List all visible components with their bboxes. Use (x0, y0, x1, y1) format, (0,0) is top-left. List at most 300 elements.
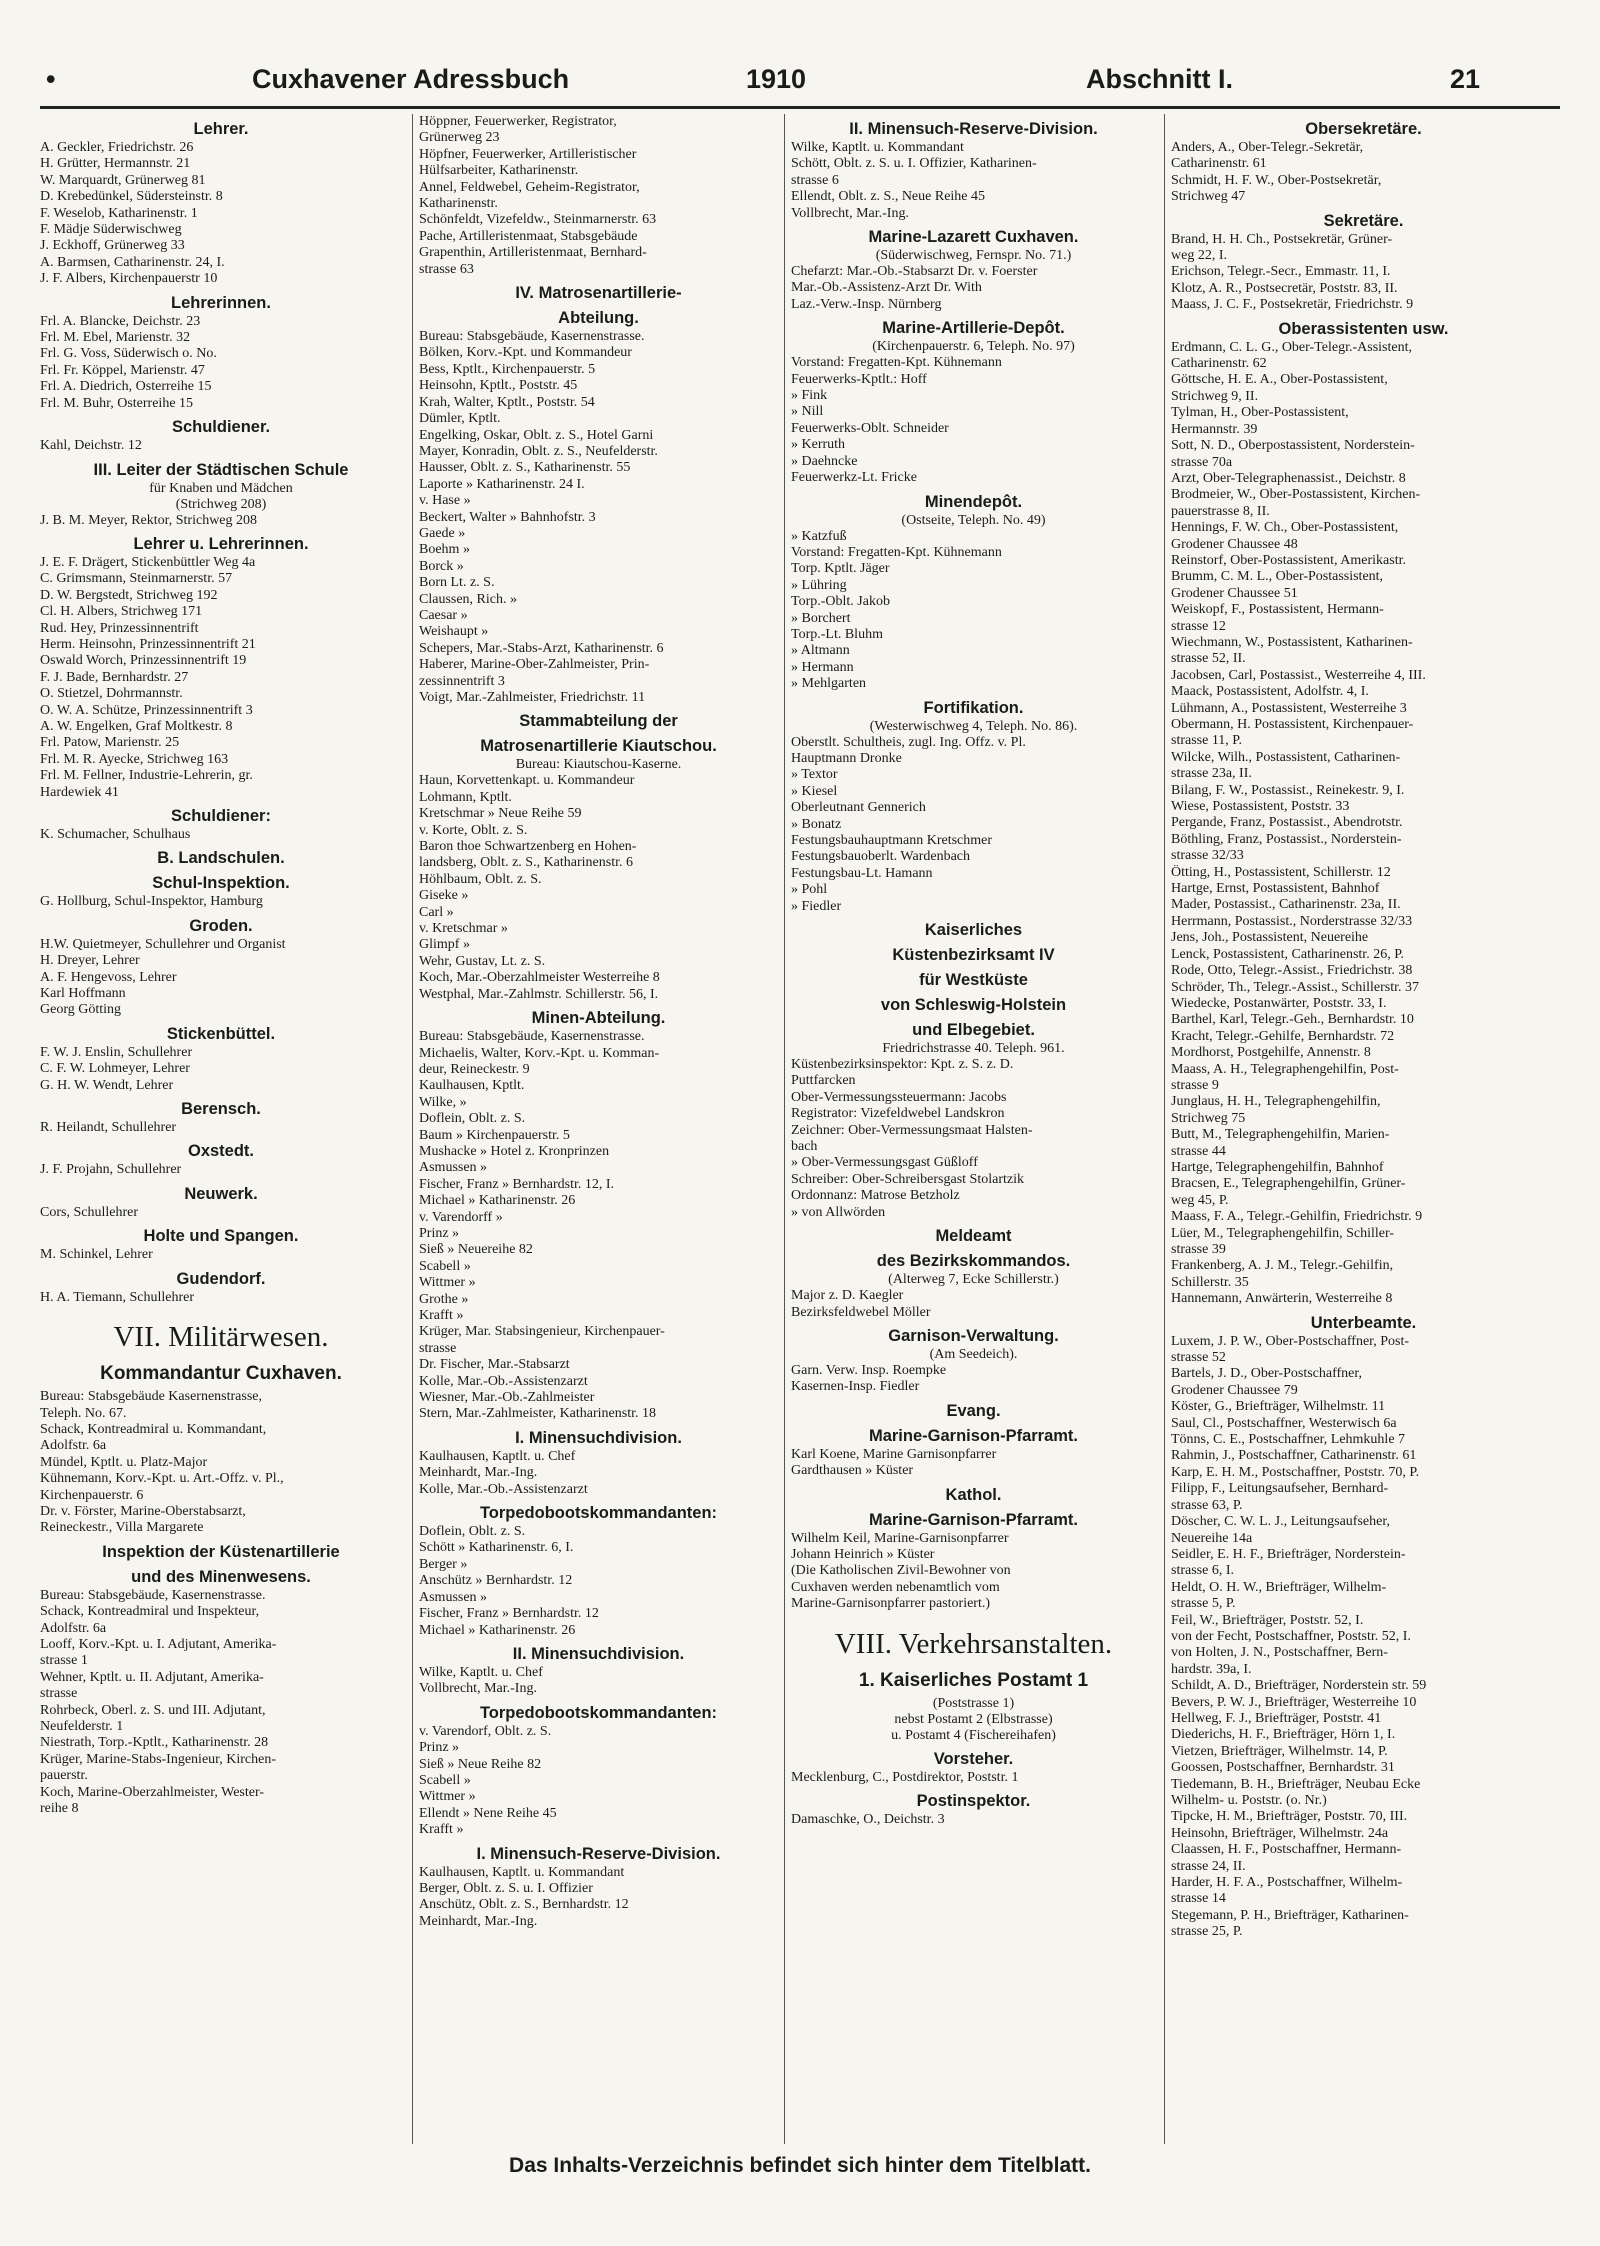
section-heading: III. Leiter der Städtischen Schule (93, 460, 349, 479)
directory-entry: O. W. A. Schütze, Prinzessinnentrift 3 (40, 702, 253, 718)
section-heading: I. Minensuchdivision. (515, 1428, 682, 1447)
section-heading: I. Minensuch-Reserve-Division. (476, 1844, 721, 1863)
directory-entry: Haun, Korvettenkapt. u. Kommandeur (419, 773, 635, 789)
directory-entry: Krüger, Mar. Stabsingenieur, Kirchenpauer- (419, 1324, 665, 1340)
directory-entry: Ellendt » Nene Reihe 45 (419, 1805, 557, 1821)
directory-entry: Bureau: Stabsgebäude, Kasernenstrasse. (40, 1587, 266, 1603)
directory-entry: Hausser, Oblt. z. S., Katharinenstr. 55 (419, 460, 631, 476)
directory-entry: » Hermann (791, 659, 854, 675)
directory-entry: Beckert, Walter » Bahnhofstr. 3 (419, 509, 596, 525)
directory-entry: Döscher, C. W. L. J., Leitungsaufseher, (1171, 1514, 1390, 1530)
section-note: für Knaben und Mädchen (149, 480, 293, 496)
section-heading: Schul-Inspektion. (152, 874, 290, 893)
directory-entry: » Kerruth (791, 437, 846, 453)
section-heading: Postinspektor. (916, 1791, 1031, 1810)
directory-entry: Berger » (419, 1556, 468, 1572)
directory-entry: Ober-Vermessungssteuermann: Jacobs (791, 1089, 1007, 1105)
directory-entry: Schröder, Th., Telegr.-Assist., Schillerstr. 37 (1171, 979, 1419, 995)
chapter-heading: VII. Militärwesen. (113, 1321, 329, 1354)
section-note: (Poststrasse 1) (932, 1695, 1015, 1711)
directory-entry: Cl. H. Albers, Strichweg 171 (40, 604, 203, 620)
directory-entry: Rud. Hey, Prinzessinnentrift (40, 620, 199, 636)
directory-entry: Vorstand: Fregatten-Kpt. Kühnemann (791, 544, 1002, 560)
directory-entry: Feil, W., Briefträger, Poststr. 52, I. (1171, 1612, 1364, 1628)
directory-entry: Meinhardt, Mar.-Ing. (419, 1913, 538, 1929)
directory-entry: reihe 8 (40, 1801, 79, 1817)
directory-entry: Doflein, Oblt. z. S. (419, 1524, 526, 1540)
directory-entry: » Pohl (791, 882, 828, 898)
directory-entry: Karl Koene, Marine Garnisonpfarrer (791, 1446, 997, 1462)
section-heading: Inspektion der Küstenartillerie (102, 1542, 340, 1561)
section-heading: Marine-Lazarett Cuxhaven. (868, 228, 1079, 247)
directory-entry: Anders, A., Ober-Telegr.-Sekretär, (1171, 140, 1364, 155)
directory-entry: Weiskopf, F., Postassistent, Hermann- (1171, 602, 1384, 618)
directory-entry: Höpfner, Feuerwerker, Artilleristischer (419, 146, 637, 162)
directory-entry: Heldt, O. H. W., Briefträger, Wilhelm- (1171, 1579, 1387, 1595)
directory-entry: Feuerwerks-Oblt. Schneider (791, 420, 949, 436)
section-heading: Torpedobootskommandanten: (479, 1703, 718, 1722)
directory-entry: » Fink (791, 388, 828, 404)
directory-entry: Lühmann, A., Postassistent, Westerreihe 3 (1171, 700, 1407, 716)
directory-entry: J. Eckhoff, Grünerweg 33 (40, 238, 185, 254)
section-heading: Stickenbüttel. (166, 1024, 276, 1043)
directory-entry: Maass, F. A., Telegr.-Gehilfin, Friedrichstr. 9 (1171, 1209, 1423, 1225)
directory-entry: Kirchenpauerstr. 6 (40, 1487, 144, 1503)
directory-entry: Kühnemann, Korv.-Kpt. u. Art.-Offz. v. Pl., (40, 1471, 284, 1487)
directory-entry: Prinz » (419, 1225, 460, 1241)
directory-entry: Glimpf » (419, 937, 470, 953)
directory-entry: strasse 12 (1171, 618, 1226, 634)
section-heading: Garnison-Verwaltung. (888, 1326, 1059, 1345)
directory-entry: » Borchert (791, 610, 851, 626)
section-heading: Stammabteilung der (519, 712, 678, 731)
directory-entry: Niestrath, Torp.-Kptlt., Katharinenstr. 28 (40, 1735, 269, 1751)
running-header (40, 60, 1560, 109)
section-note: (Strichweg 208) (175, 496, 267, 512)
section-heading: von Schleswig-Holstein (880, 996, 1067, 1015)
directory-entry: strasse 6, I. (1171, 1563, 1234, 1579)
section-note: (Ostseite, Teleph. No. 49) (901, 512, 1046, 528)
directory-entry: Asmussen » (419, 1160, 488, 1176)
directory-entry: Obermann, H. Postassistent, Kirchenpauer- (1171, 717, 1414, 732)
section-heading: IV. Matrosenartillerie- (515, 284, 682, 303)
section-heading: und Elbegebiet. (912, 1021, 1035, 1040)
directory-entry: Frl. A. Diedrich, Osterreihe 15 (40, 379, 212, 395)
directory-entry: Gaede » (419, 525, 466, 541)
directory-entry: strasse 23a, II. (1171, 766, 1252, 782)
directory-entry: Wilhelm Keil, Marine-Garnisonpfarrer (791, 1530, 1009, 1546)
directory-entry: strasse 6 (791, 172, 839, 188)
directory-entry: weg 45, P. (1171, 1192, 1229, 1208)
section-heading: Kathol. (945, 1485, 1002, 1504)
directory-entry: Garn. Verw. Insp. Roempke (791, 1362, 947, 1378)
directory-entry: Frl. G. Voss, Süderwisch o. No. (40, 346, 217, 362)
section-heading: Matrosenartillerie Kiautschou. (480, 737, 717, 756)
directory-entry: W. Marquardt, Grünerweg 81 (40, 172, 206, 188)
subchapter-heading: 1. Kaiserliches Postamt 1 (858, 1669, 1089, 1691)
directory-entry: Feuerwerkz-Lt. Fricke (791, 470, 917, 486)
directory-entry: F. Mädje Süderwischweg (40, 222, 182, 238)
directory-entry: Bureau: Stabsgebäude, Kasernenstrasse. (419, 1029, 645, 1045)
directory-entry: » Fiedler (791, 898, 842, 914)
directory-entry: Schött, Oblt. z. S. u. I. Offizier, Katharinen- (791, 156, 1037, 172)
directory-entry: Kretschmar » Neue Reihe 59 (419, 806, 582, 822)
directory-entry: strasse 14 (1171, 1891, 1226, 1907)
section-heading: II. Minensuch-Reserve-Division. (849, 120, 1098, 138)
directory-entry: Festungsbauoberlt. Wardenbach (791, 849, 971, 865)
section-heading: Evang. (946, 1401, 1001, 1420)
directory-entry: Wehr, Gustav, Lt. z. S. (419, 953, 546, 969)
directory-entry: Frl. M. Buhr, Osterreihe 15 (40, 395, 194, 411)
directory-entry: Feuerwerks-Kptlt.: Hoff (791, 371, 927, 387)
directory-entry: Chefarzt: Mar.-Ob.-Stabsarzt Dr. v. Foerster (791, 264, 1038, 280)
directory-entry: Frl. M. R. Ayecke, Strichweg 163 (40, 751, 229, 767)
directory-entry: Tönns, C. E., Postschaffner, Lehmkuhle 7 (1171, 1432, 1406, 1448)
section-heading: Marine-Garnison-Pfarramt. (868, 1510, 1079, 1529)
directory-entry: Westphal, Mar.-Zahlmstr. Schillerstr. 56, I. (419, 986, 659, 1002)
directory-entry: Herm. Heinsohn, Prinzessinnentrift 21 (40, 636, 256, 652)
page-number: 21 (1450, 64, 1481, 94)
directory-page (40, 60, 1560, 2200)
directory-entry: Mordhorst, Postgehilfe, Annenstr. 8 (1171, 1045, 1371, 1061)
directory-entry: Vorstand: Fregatten-Kpt. Kühnemann (791, 355, 1002, 371)
directory-entry: Catharinenstr. 62 (1171, 356, 1267, 372)
directory-entry: Grodener Chaussee 79 (1171, 1382, 1298, 1398)
section-heading: des Bezirkskommandos. (876, 1252, 1071, 1271)
section-heading: Lehrer. (193, 120, 249, 138)
directory-entry: Cuxhaven werden nebenamtlich vom (791, 1579, 1000, 1595)
directory-entry: bach (791, 1139, 818, 1155)
directory-entry: Sieß » Neue Reihe 82 (419, 1756, 542, 1772)
section-note: (Süderwischweg, Fernspr. No. 71.) (875, 248, 1072, 264)
directory-entry: Bölken, Korv.-Kpt. und Kommandeur (419, 345, 632, 361)
directory-entry: Wilke, Kaptlt. u. Kommandant (791, 140, 964, 155)
header-section: Abschnitt I. (1086, 64, 1233, 94)
directory-entry: Schack, Kontreadmiral u. Kommandant, (40, 1421, 267, 1437)
directory-entry: Bess, Kptlt., Kirchenpauerstr. 5 (419, 361, 596, 377)
directory-entry: Vollbrecht, Mar.-Ing. (419, 1681, 537, 1697)
directory-entry: Bracsen, E., Telegraphengehilfin, Grüner- (1171, 1176, 1406, 1192)
directory-entry: » Katzfuß (791, 528, 847, 544)
directory-entry: Heinsohn, Briefträger, Wilhelmstr. 24a (1171, 1825, 1389, 1841)
directory-entry: Oberleutnant Gennerich (791, 800, 926, 816)
directory-columns (40, 114, 1560, 2144)
directory-entry: Klotz, A. R., Postsecretär, Poststr. 83, II. (1171, 280, 1398, 296)
directory-entry: Frl. M. Fellner, Industrie-Lehrerin, gr. (40, 768, 253, 784)
section-note: (Kirchenpauerstr. 6, Teleph. No. 97) (872, 339, 1075, 355)
directory-entry: Bezirksfeldwebel Möller (791, 1304, 931, 1320)
directory-entry: Schillerstr. 35 (1171, 1274, 1249, 1290)
directory-entry: Asmussen » (419, 1589, 488, 1605)
directory-entry: strasse (40, 1686, 78, 1702)
directory-entry: Hellweg, F. J., Briefträger, Poststr. 41 (1171, 1710, 1382, 1726)
directory-entry: Fischer, Franz » Bernhardstr. 12, I. (419, 1176, 615, 1192)
section-heading: Kaiserliches (924, 921, 1023, 940)
directory-entry: Hannemann, Anwärterin, Westerreihe 8 (1171, 1291, 1393, 1307)
section-heading: Neuwerk. (184, 1184, 258, 1203)
directory-entry: Wiedecke, Postanwärter, Poststr. 33, I. (1171, 995, 1387, 1011)
directory-entry: A. W. Engelken, Graf Moltkestr. 8 (40, 718, 233, 734)
directory-entry: Stern, Mar.-Zahlmeister, Katharinenstr. 18 (419, 1406, 656, 1422)
directory-entry: Anschütz, Oblt. z. S., Bernhardstr. 12 (419, 1897, 629, 1913)
directory-entry: » Mehlgarten (791, 676, 867, 692)
directory-entry: Krafft » (419, 1822, 464, 1838)
directory-entry: F. Weselob, Katharinenstr. 1 (40, 205, 198, 221)
directory-entry: von Holten, J. N., Postschaffner, Bern- (1171, 1645, 1388, 1661)
directory-entry: strasse 52, II. (1171, 651, 1246, 667)
directory-entry: strasse 5, P. (1171, 1596, 1236, 1612)
directory-entry: » Ober-Vermessungsgast Güßloff (791, 1155, 978, 1171)
directory-entry: Pergande, Franz, Postassist., Abendrotstr. (1171, 815, 1403, 831)
directory-entry: Zeichner: Ober-Vermessungsmaat Halsten- (791, 1122, 1033, 1138)
section-heading: Unterbeamte. (1310, 1313, 1417, 1332)
directory-entry: Krüger, Marine-Stabs-Ingenieur, Kirchen- (40, 1751, 277, 1767)
directory-entry: Torp.-Lt. Bluhm (791, 626, 883, 642)
directory-entry: Krah, Walter, Kptlt., Poststr. 54 (419, 394, 595, 410)
directory-entry: strasse 70a (1171, 454, 1233, 470)
directory-entry: strasse 24, II. (1171, 1858, 1246, 1874)
directory-entry: Laporte » Katharinenstr. 24 I. (419, 476, 585, 492)
directory-entry: G. Hollburg, Schul-Inspektor, Hamburg (40, 894, 263, 910)
directory-entry: Laz.-Verw.-Insp. Nürnberg (791, 296, 942, 312)
directory-entry: Michael » Katharinenstr. 26 (419, 1622, 576, 1638)
directory-entry: Wittmer » (419, 1275, 476, 1291)
directory-entry: Annel, Feldwebel, Geheim-Registrator, (419, 179, 640, 195)
section-heading: Gudendorf. (176, 1269, 266, 1288)
directory-entry: M. Schinkel, Lehrer (40, 1247, 153, 1263)
section-note: Bureau: Kiautschou-Kaserne. (515, 757, 682, 773)
directory-entry: Diederichs, H. F., Briefträger, Hörn 1, I. (1171, 1727, 1396, 1743)
directory-entry: » Altmann (791, 643, 850, 659)
directory-entry: Scabell » (419, 1772, 471, 1788)
header-year: 1910 (746, 64, 807, 94)
section-note: Friedrichstrasse 40. Teleph. 961. (882, 1041, 1065, 1057)
directory-entry: Ordonnanz: Matrose Betzholz (791, 1188, 960, 1204)
directory-entry: J. E. F. Drägert, Stickenbüttler Weg 4a (40, 554, 256, 570)
directory-entry: Schönfeldt, Vizefeldw., Steinmarnerstr. 63 (419, 212, 657, 228)
directory-entry: H. A. Tiemann, Schullehrer (40, 1289, 194, 1305)
directory-entry: Wiechmann, W., Postassistent, Katharinen- (1171, 634, 1413, 650)
directory-entry: Dr. Fischer, Mar.-Stabsarzt (419, 1357, 570, 1373)
section-heading: Groden. (189, 916, 253, 935)
directory-entry: strasse (419, 1340, 457, 1356)
directory-entry: Lüer, M., Telegraphengehilfin, Schiller- (1171, 1225, 1395, 1241)
directory-entry: J. B. M. Meyer, Rektor, Strichweg 208 (40, 512, 258, 528)
directory-entry: Saul, Cl., Postschaffner, Westerwisch 6a (1171, 1415, 1397, 1431)
directory-entry: Goossen, Postschaffner, Bernhardstr. 31 (1171, 1760, 1395, 1776)
directory-entry: Marine-Garnisonpfarrer pastoriert.) (791, 1596, 991, 1612)
section-heading: Lehrerinnen. (171, 293, 271, 312)
directory-entry: Adolfstr. 6a (40, 1438, 107, 1454)
directory-entry: Heinsohn, Kptlt., Poststr. 45 (419, 378, 578, 394)
directory-entry: Claussen, Rich. » (419, 591, 517, 607)
directory-entry: strasse 32/33 (1171, 848, 1244, 864)
directory-entry: Hennings, F. W. Ch., Ober-Postassistent, (1171, 520, 1399, 536)
directory-entry: Brumm, C. M. L., Ober-Postassistent, (1171, 569, 1384, 585)
column-4 (1164, 114, 1556, 2144)
directory-entry: Schildt, A. D., Briefträger, Norderstein str. 59 (1171, 1678, 1427, 1694)
directory-entry: Maass, J. C. F., Postsekretär, Friedrichstr. 9 (1171, 297, 1414, 313)
section-heading: Minendepôt. (924, 492, 1023, 511)
directory-entry: Schack, Kontreadmiral und Inspekteur, (40, 1604, 260, 1620)
directory-entry: Schmidt, H. F. W., Ober-Postsekretär, (1171, 172, 1382, 188)
directory-entry: Weishaupt » (419, 624, 489, 640)
directory-entry: Oswald Worch, Prinzessinnentrift 19 (40, 653, 247, 669)
directory-entry: C. F. W. Lohmeyer, Lehrer (40, 1061, 190, 1077)
section-heading: Sekretäre. (1323, 211, 1404, 230)
directory-entry: Lenck, Postassistent, Catharinenstr. 26, P. (1171, 946, 1404, 962)
directory-entry: Ellendt, Oblt. z. S., Neue Reihe 45 (791, 189, 986, 205)
directory-entry: Schepers, Mar.-Stabs-Arzt, Katharinenstr. 6 (419, 640, 664, 656)
directory-entry: Wiese, Postassistent, Poststr. 33 (1171, 799, 1350, 815)
directory-entry: Brand, H. H. Ch., Postsekretär, Grüner- (1171, 231, 1393, 247)
directory-entry: H. Dreyer, Lehrer (40, 953, 140, 969)
directory-entry: Küstenbezirksinspektor: Kpt. z. S. z. D. (791, 1057, 1014, 1073)
directory-entry: H.W. Quietmeyer, Schullehrer und Organist (40, 936, 286, 952)
directory-entry: » Nill (791, 404, 824, 420)
section-heading: B. Landschulen. (157, 849, 285, 868)
directory-entry: v. Varendorf, Oblt. z. S. (419, 1723, 552, 1739)
directory-entry: Scabell » (419, 1258, 471, 1274)
directory-entry: Grodener Chaussee 48 (1171, 536, 1298, 552)
directory-entry: Grothe » (419, 1291, 469, 1307)
directory-entry: Mündel, Kptlt. u. Platz-Major (40, 1454, 208, 1470)
directory-entry: Koch, Mar.-Oberzahlmeister Westerreihe 8 (419, 970, 660, 986)
column-3 (784, 114, 1156, 2144)
section-heading: Vorsteher. (933, 1749, 1014, 1768)
directory-entry: Adolfstr. 6a (40, 1620, 107, 1636)
directory-entry: Ötting, H., Postassistent, Schillerstr. 12 (1171, 864, 1391, 880)
directory-entry: Puttfarcken (791, 1073, 856, 1089)
directory-entry: strasse 25, P. (1171, 1924, 1243, 1940)
section-heading: Fortifikation. (923, 698, 1024, 717)
directory-entry: Maack, Postassistent, Adolfstr. 4, I. (1171, 684, 1369, 700)
directory-entry: Bilang, F. W., Postassist., Reinekestr. 9, I. (1171, 782, 1405, 798)
directory-entry: v. Varendorff » (419, 1209, 503, 1225)
directory-entry: Frl. M. Ebel, Marienstr. 32 (40, 330, 191, 346)
directory-entry: v. Korte, Oblt. z. S. (419, 822, 528, 838)
directory-entry: Born Lt. z. S. (419, 575, 495, 591)
directory-entry: Mushacke » Hotel z. Kronprinzen (419, 1143, 610, 1159)
directory-entry: Höppner, Feuerwerker, Registrator, (419, 114, 617, 129)
directory-entry: A. F. Hengevoss, Lehrer (40, 969, 177, 985)
directory-entry: Brodmeier, W., Ober-Postassistent, Kirchen- (1171, 487, 1421, 503)
directory-entry: » von Allwörden (791, 1204, 886, 1220)
section-heading: Lehrer u. Lehrerinnen. (133, 534, 309, 553)
directory-entry: Hardewiek 41 (40, 784, 119, 800)
directory-entry: Rohrbeck, Oberl. z. S. und III. Adjutant, (40, 1702, 266, 1718)
directory-entry: Cors, Schullehrer (40, 1204, 138, 1220)
directory-entry: strasse 63, P. (1171, 1497, 1243, 1513)
section-heading: Oxstedt. (187, 1142, 255, 1161)
directory-entry: Registrator: Vizefeldwebel Landskron (791, 1106, 1005, 1122)
directory-entry: Grodener Chaussee 51 (1171, 585, 1298, 601)
directory-entry: Damaschke, O., Deichstr. 3 (791, 1811, 945, 1827)
directory-entry: H. Grütter, Hermannstr. 21 (40, 156, 191, 172)
directory-entry: Frankenberg, A. J. M., Telegr.-Gehilfin, (1171, 1258, 1394, 1274)
directory-entry: Baron thoe Schwartzenberg en Hohen- (419, 839, 637, 855)
directory-entry: Kolle, Mar.-Ob.-Assistenzarzt (419, 1373, 588, 1389)
directory-entry: » Textor (791, 767, 838, 783)
directory-entry: Michael » Katharinenstr. 26 (419, 1193, 576, 1209)
directory-entry: Tipcke, H. M., Briefträger, Poststr. 70, III. (1171, 1809, 1408, 1825)
section-heading: Berensch. (181, 1100, 261, 1119)
directory-entry: hardstr. 39a, I. (1171, 1661, 1252, 1677)
section-note: nebst Postamt 2 (Elbstrasse) (894, 1711, 1053, 1727)
directory-entry: Seidler, E. H. F., Briefträger, Norderstein- (1171, 1546, 1406, 1562)
header-mark: • (46, 64, 56, 94)
directory-entry: G. H. W. Wendt, Lehrer (40, 1077, 174, 1093)
directory-entry: Erichson, Telegr.-Secr., Emmastr. 11, I. (1171, 264, 1391, 280)
directory-entry: weg 22, I. (1171, 248, 1227, 264)
directory-entry: Krafft » (419, 1308, 464, 1323)
directory-entry: Reinstorf, Ober-Postassistent, Amerikastr. (1171, 552, 1406, 568)
directory-entry: Hartge, Telegraphengehilfin, Bahnhof (1171, 1159, 1384, 1175)
directory-entry: Frl. Fr. Köppel, Marienstr. 47 (40, 362, 205, 378)
directory-entry: Caesar » (419, 607, 468, 623)
directory-entry: Barthel, Karl, Telegr.-Geh., Bernhardstr. 10 (1171, 1012, 1414, 1028)
directory-entry: F. W. J. Enslin, Schullehrer (40, 1044, 193, 1060)
directory-entry: v. Hase » (419, 493, 471, 509)
directory-entry: (Die Katholischen Zivil-Bewohner von (791, 1563, 1011, 1579)
directory-entry: strasse 63 (419, 261, 474, 277)
section-heading: Minen-Abteilung. (531, 1009, 666, 1028)
directory-entry: pauerstr. (40, 1768, 88, 1784)
directory-entry: Grünerweg 23 (419, 130, 500, 146)
directory-entry: Sott, N. D., Oberpostassistent, Norderstein- (1171, 438, 1415, 454)
directory-entry: Torp.-Oblt. Jakob (791, 594, 890, 610)
directory-entry: Karl Hoffmann (40, 986, 126, 1002)
footer-note: Das Inhalts-Verzeichnis befindet sich hinter dem Titelblatt. (509, 2154, 1091, 2177)
directory-entry: Sieß » Neuereihe 82 (419, 1242, 533, 1258)
directory-entry: Neufelderstr. 1 (40, 1719, 124, 1734)
section-heading: Abteilung. (558, 309, 639, 328)
directory-entry: D. W. Bergstedt, Strichweg 192 (40, 587, 218, 603)
directory-entry: Bureau: Stabsgebäude, Kasernenstrasse. (419, 329, 645, 345)
directory-entry: Strichweg 47 (1171, 189, 1246, 205)
directory-entry: strasse 39 (1171, 1242, 1226, 1257)
directory-entry: v. Kretschmar » (419, 921, 508, 937)
directory-entry: F. J. Bade, Bernhardstr. 27 (40, 669, 189, 685)
directory-entry: Mecklenburg, C., Postdirektor, Poststr. 1 (791, 1769, 1019, 1785)
directory-entry: Bureau: Stabsgebäude Kasernenstrasse, (40, 1389, 262, 1405)
directory-entry: Katharinenstr. (419, 196, 498, 212)
directory-entry: Gardthausen » Küster (791, 1463, 914, 1479)
directory-entry: Engelking, Oskar, Oblt. z. S., Hotel Garni (419, 427, 654, 443)
directory-entry: Höhlbaum, Oblt. z. S. (419, 871, 542, 887)
directory-entry: Carl » (419, 904, 454, 920)
directory-entry: Harder, H. F. A., Postschaffner, Wilhelm- (1171, 1875, 1403, 1891)
directory-entry: Prinz » (419, 1740, 460, 1756)
directory-entry: zessinnentrift 3 (419, 673, 505, 689)
directory-entry: Wilcke, Wilh., Postassistent, Catharinen- (1171, 749, 1401, 765)
directory-entry: Kracht, Telegr.-Gehilfe, Bernhardstr. 72 (1171, 1028, 1395, 1044)
directory-entry: Jens, Joh., Postassistent, Neuereihe (1171, 930, 1369, 946)
directory-entry: » Bonatz (791, 816, 842, 832)
directory-entry: Wittmer » (419, 1789, 476, 1805)
directory-entry: Mayer, Konradin, Oblt. z. S., Neufelderstr. (419, 443, 658, 459)
directory-entry: Teleph. No. 67. (40, 1405, 127, 1421)
directory-entry: Tylman, H., Ober-Postassistent, (1171, 405, 1349, 421)
directory-entry: Johann Heinrich » Küster (791, 1546, 935, 1562)
directory-entry: Bevers, P. W. J., Briefträger, Westerreihe 10 (1171, 1694, 1417, 1710)
directory-entry: Filipp, F., Leitungsaufseher, Bernhard- (1171, 1481, 1389, 1497)
directory-entry: Kolle, Mar.-Ob.-Assistenzarzt (419, 1481, 588, 1497)
directory-entry: J. F. Projahn, Schullehrer (40, 1162, 182, 1178)
directory-entry: strasse 9 (1171, 1077, 1219, 1093)
directory-entry: Fischer, Franz » Bernhardstr. 12 (419, 1606, 599, 1622)
section-note: (Westerwischweg 4, Teleph. No. 86). (869, 718, 1078, 734)
